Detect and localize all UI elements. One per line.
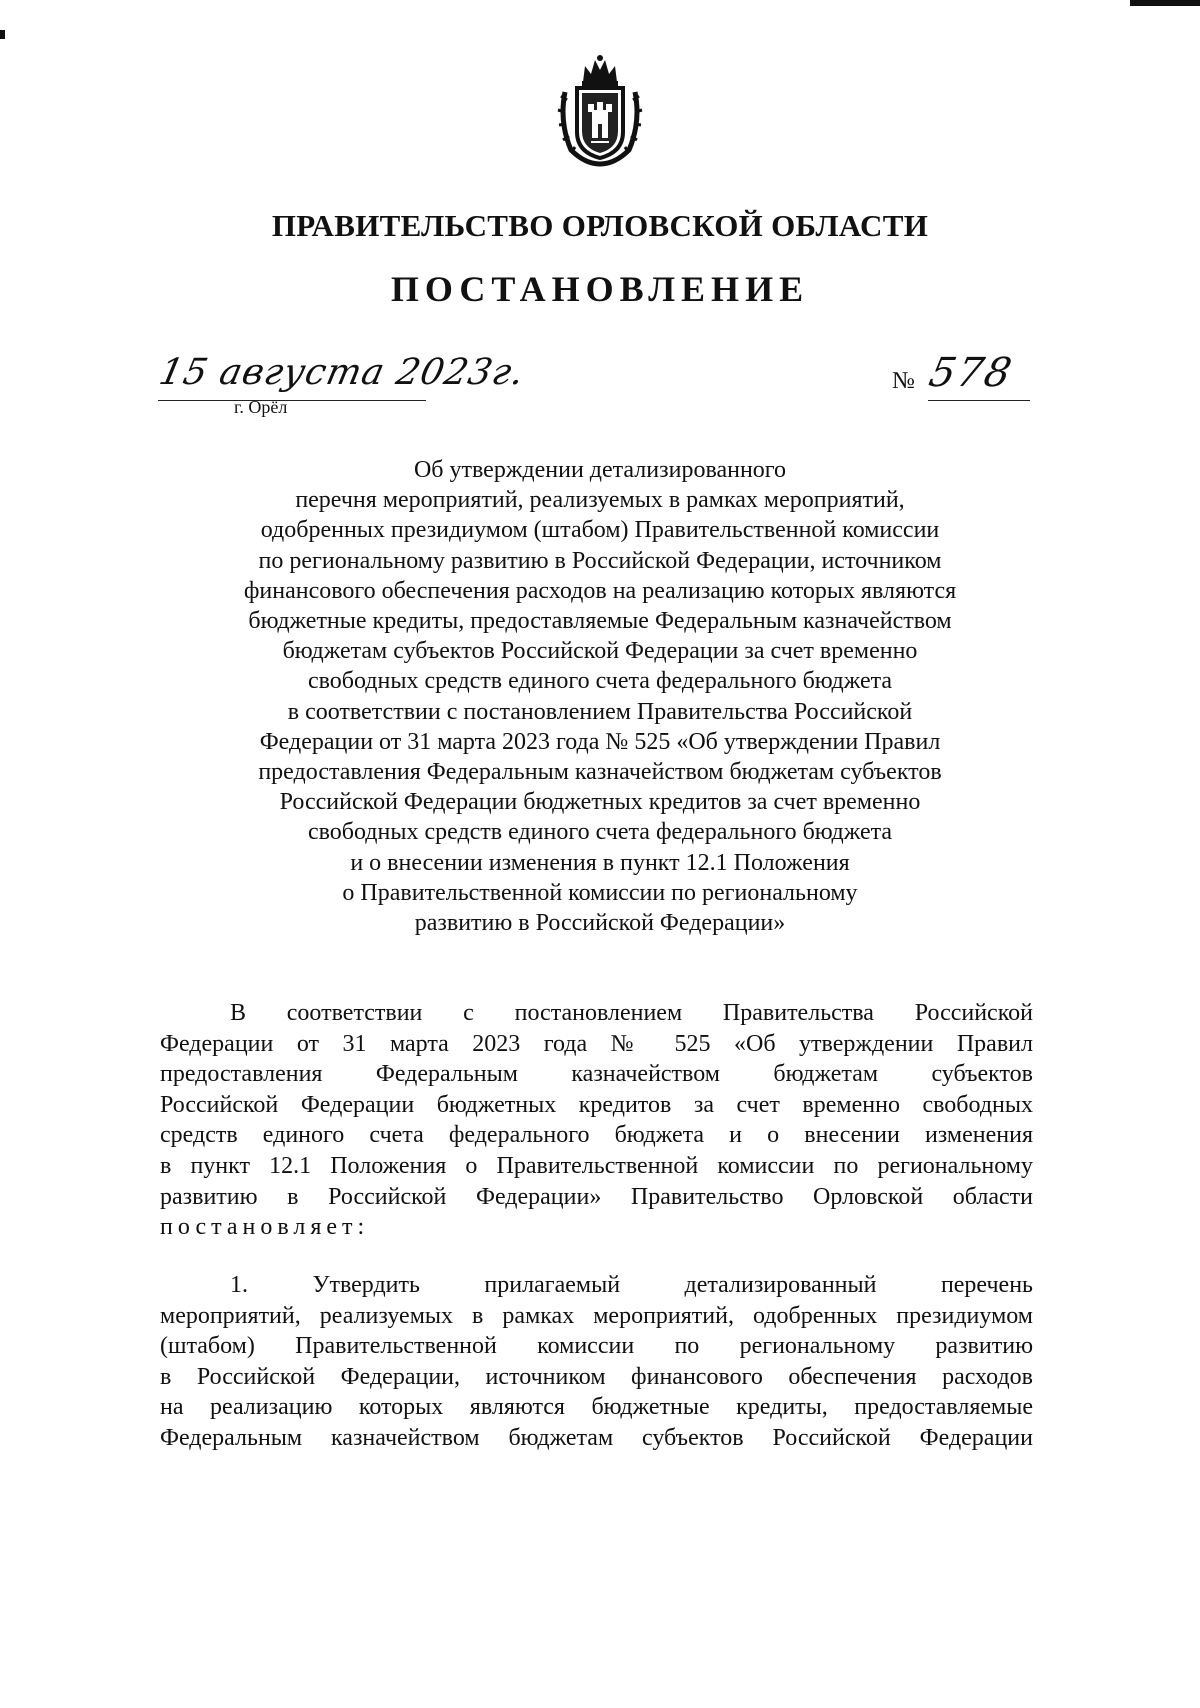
number-sign: № [892, 368, 915, 394]
handwritten-number: 578 [925, 350, 1018, 396]
subject-line: одобренных президиумом (штабом) Правительственной комиссии [260, 517, 940, 544]
scan-edge-mark [0, 30, 5, 39]
subject-line: и о внесении изменения в пункт 12.1 Положения [350, 849, 850, 876]
subject-line: финансового обеспечения расходов на реализацию которых являются [243, 577, 957, 604]
subject-line: перечня мероприятий, реализуемых в рамках мероприятий, [295, 487, 905, 514]
preamble-paragraph [160, 998, 1033, 1243]
paragraph-line: предоставления Федеральным казначейством бюджетам субъектов [160, 1061, 1033, 1088]
paragraph-line: мероприятий, реализуемых в рамках мероприятий, одобренных президиумом [160, 1302, 1033, 1329]
subject-line: Российской Федерации бюджетных кредитов за счет временно [279, 789, 921, 816]
subject-line: в соответствии с постановлением Правительства Российской [287, 698, 913, 725]
paragraph-line: на реализацию которых являются бюджетные кредиты, предоставляемые [160, 1394, 1033, 1421]
subject-line: предоставления Федеральным казначейством бюджетам субъектов [258, 759, 942, 786]
paragraph-line: 1. Утвердить прилагаемый детализированный перечень [230, 1272, 1033, 1298]
subject-line: по региональному развитию в Российской Федерации, источником [258, 547, 942, 574]
item-1-paragraph [160, 1270, 1033, 1454]
document-subject [150, 455, 1050, 938]
subject-line: свободных средств единого счета федерального бюджета [307, 819, 893, 846]
subject-line: бюджетам субъектов Российской Федерации за счет временно [282, 638, 918, 665]
orel-region-coat-of-arms-icon [555, 52, 645, 167]
subject-line: свободных средств единого счета федерального бюджета [307, 668, 893, 695]
paragraph-line: В соответствии с постановлением Правительства Российской [230, 1000, 1033, 1026]
organization-title: ПРАВИТЕЛЬСТВО ОРЛОВСКОЙ ОБЛАСТИ [271, 208, 929, 243]
subject-line: Об утверждении детализированного [413, 457, 787, 483]
city-label: г. Орёл [234, 397, 288, 417]
paragraph-line: Федерации от 31 марта 2023 года № 525 «Об утверждении Правил [160, 1030, 1033, 1057]
paragraph-line: средств единого счета федерального бюджета и о внесении изменения [160, 1122, 1033, 1149]
scan-corner-mark [1130, 0, 1200, 6]
paragraph-line: в пункт 12.1 Положения о Правительственной комиссии по региональному [160, 1152, 1033, 1179]
paragraph-line: в Российской Федерации, источником финансового обеспечения расходов [160, 1363, 1033, 1390]
decree-word: постановляет: [160, 1214, 370, 1241]
handwritten-date: 15 августа 2023г. [155, 352, 529, 393]
subject-line: бюджетные кредиты, предоставляемые Федеральным казначейством [248, 608, 952, 635]
subject-line: о Правительственной комиссии по региональному [342, 879, 858, 906]
subject-line: Федерации от 31 марта 2023 года № 525 «Об утверждении Правил [259, 728, 941, 755]
document-type-heading: ПОСТАНОВЛЕНИЕ [390, 269, 810, 309]
paragraph-line: (штабом) Правительственной комиссии по региональному развитию [160, 1333, 1033, 1360]
paragraph-line: Российской Федерации бюджетных кредитов за счет временно свободных [160, 1091, 1033, 1118]
subject-line: развитию в Российской Федерации» [414, 910, 786, 937]
paragraph-line: развитию в Российской Федерации» Правительство Орловской области [160, 1183, 1033, 1210]
paragraph-line: Федеральным казначейством бюджетам субъектов Российской Федерации [160, 1424, 1033, 1451]
